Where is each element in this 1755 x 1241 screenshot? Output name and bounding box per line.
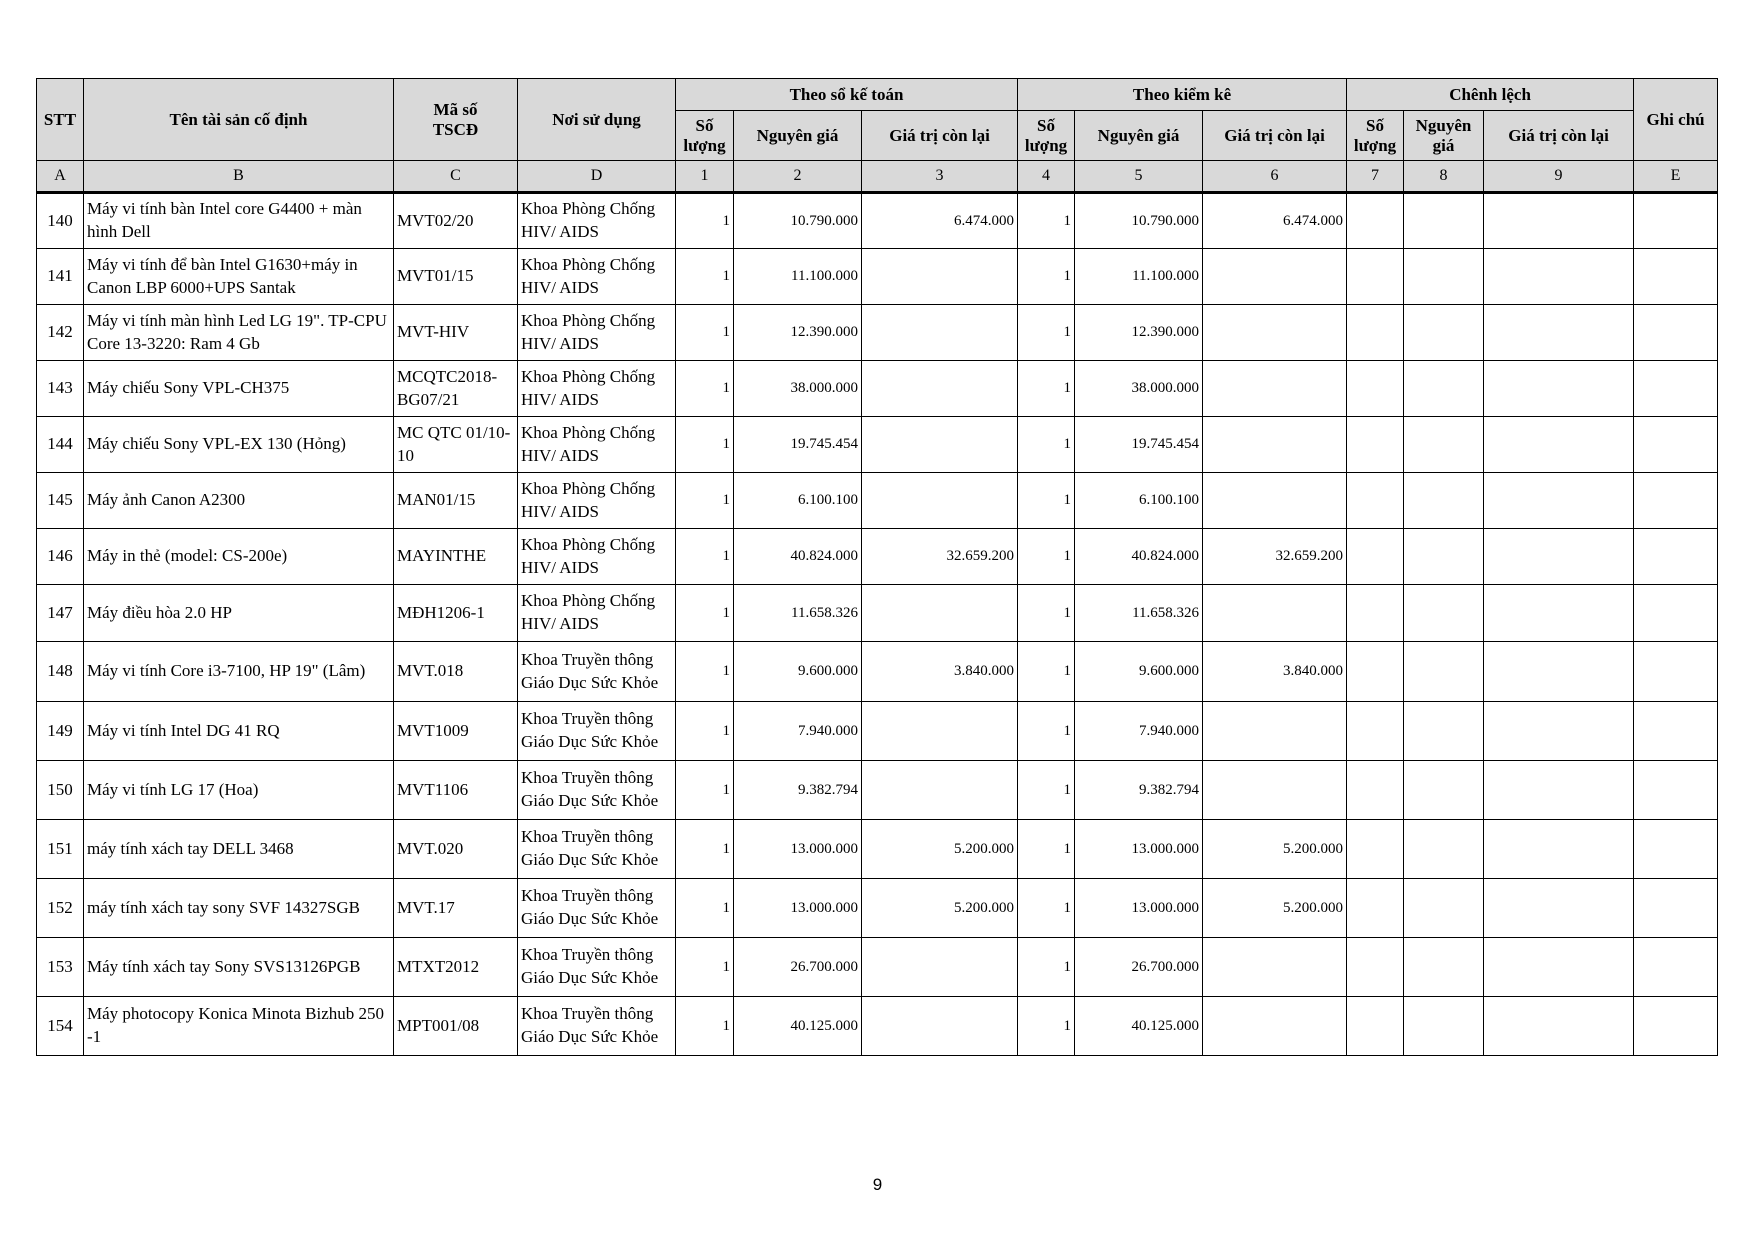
notes-cell xyxy=(1634,249,1718,305)
table-row xyxy=(37,879,1718,938)
accounting-original-cost-cell: 7.940.000 xyxy=(734,702,862,761)
accounting-quantity-cell: 1 xyxy=(676,642,734,702)
inventory-original-cost-cell: 19.745.454 xyxy=(1075,417,1203,473)
inventory-residual-value-cell: 3.840.000 xyxy=(1203,642,1347,702)
difference-original-cost-cell xyxy=(1404,761,1484,820)
accounting-residual-value-cell: 32.659.200 xyxy=(862,529,1018,585)
place-of-use-cell: Khoa Phòng Chống HIV/ AIDS xyxy=(518,305,676,361)
table-row xyxy=(37,417,1718,473)
inventory-original-cost-cell: 13.000.000 xyxy=(1075,879,1203,938)
difference-original-cost-cell xyxy=(1404,585,1484,642)
row-number-cell: 150 xyxy=(37,761,84,820)
difference-residual-value-cell xyxy=(1484,305,1634,361)
difference-residual-value-cell xyxy=(1484,702,1634,761)
accounting-residual-value-cell: 5.200.000 xyxy=(862,879,1018,938)
inventory-original-cost-cell: 26.700.000 xyxy=(1075,938,1203,997)
row-number-cell: 143 xyxy=(37,361,84,417)
inventory-residual-value-cell xyxy=(1203,361,1347,417)
accounting-residual-value-cell: 6.474.000 xyxy=(862,193,1018,249)
place-of-use-cell: Khoa Phòng Chống HIV/ AIDS xyxy=(518,361,676,417)
table-header xyxy=(37,79,1718,193)
accounting-residual-value-cell xyxy=(862,417,1018,473)
place-of-use-cell: Khoa Truyền thông Giáo Dục Sức Khỏe xyxy=(518,997,676,1056)
inventory-quantity-cell: 1 xyxy=(1018,193,1075,249)
accounting-quantity-cell: 1 xyxy=(676,761,734,820)
table-row xyxy=(37,249,1718,305)
inventory-quantity-cell: 1 xyxy=(1018,997,1075,1056)
table-row xyxy=(37,997,1718,1056)
inventory-residual-value-cell xyxy=(1203,938,1347,997)
column-letter: A xyxy=(37,161,84,193)
place-of-use-cell: Khoa Phòng Chống HIV/ AIDS xyxy=(518,249,676,305)
difference-original-cost-cell xyxy=(1404,361,1484,417)
difference-quantity-cell xyxy=(1347,702,1404,761)
asset-code-cell: MCQTC2018-BG07/21 xyxy=(394,361,518,417)
accounting-residual-value-cell xyxy=(862,361,1018,417)
accounting-residual-value-cell xyxy=(862,249,1018,305)
inventory-quantity-cell: 1 xyxy=(1018,879,1075,938)
accounting-quantity-cell: 1 xyxy=(676,193,734,249)
accounting-quantity-cell: 1 xyxy=(676,529,734,585)
asset-code-cell: MVT1009 xyxy=(394,702,518,761)
col-header-quantity: Số lượng xyxy=(676,111,734,161)
asset-code-cell: MTXT2012 xyxy=(394,938,518,997)
asset-name-cell: Máy vi tính Intel DG 41 RQ xyxy=(84,702,394,761)
table-row xyxy=(37,529,1718,585)
table-row xyxy=(37,938,1718,997)
column-letter: E xyxy=(1634,161,1718,193)
difference-quantity-cell xyxy=(1347,529,1404,585)
difference-residual-value-cell xyxy=(1484,529,1634,585)
difference-quantity-cell xyxy=(1347,820,1404,879)
asset-code-cell: MVT-HIV xyxy=(394,305,518,361)
accounting-quantity-cell: 1 xyxy=(676,249,734,305)
col-header-residual-value: Giá trị còn lại xyxy=(862,111,1018,161)
accounting-quantity-cell: 1 xyxy=(676,879,734,938)
asset-name-cell: Máy chiếu Sony VPL-EX 130 (Hỏng) xyxy=(84,417,394,473)
col-header-original-cost: Nguyên giá xyxy=(1075,111,1203,161)
inventory-quantity-cell: 1 xyxy=(1018,473,1075,529)
asset-code-cell: MVT1106 xyxy=(394,761,518,820)
notes-cell xyxy=(1634,761,1718,820)
col-header-original-cost: Nguyên giá xyxy=(1404,111,1484,161)
row-number-cell: 142 xyxy=(37,305,84,361)
notes-cell xyxy=(1634,529,1718,585)
accounting-residual-value-cell: 3.840.000 xyxy=(862,642,1018,702)
page-number: 9 xyxy=(872,1175,883,1194)
inventory-quantity-cell: 1 xyxy=(1018,702,1075,761)
asset-code-cell: MVT.17 xyxy=(394,879,518,938)
asset-name-cell: Máy tính xách tay Sony SVS13126PGB xyxy=(84,938,394,997)
inventory-residual-value-cell: 5.200.000 xyxy=(1203,879,1347,938)
accounting-original-cost-cell: 9.600.000 xyxy=(734,642,862,702)
accounting-original-cost-cell: 10.790.000 xyxy=(734,193,862,249)
inventory-quantity-cell: 1 xyxy=(1018,417,1075,473)
inventory-residual-value-cell xyxy=(1203,305,1347,361)
inventory-quantity-cell: 1 xyxy=(1018,642,1075,702)
column-letter: 3 xyxy=(862,161,1018,193)
accounting-original-cost-cell: 26.700.000 xyxy=(734,938,862,997)
row-number-cell: 151 xyxy=(37,820,84,879)
table-row xyxy=(37,473,1718,529)
asset-code-cell: MVT.018 xyxy=(394,642,518,702)
table-row xyxy=(37,585,1718,642)
accounting-quantity-cell: 1 xyxy=(676,417,734,473)
difference-residual-value-cell xyxy=(1484,473,1634,529)
inventory-original-cost-cell: 11.658.326 xyxy=(1075,585,1203,642)
column-letter: 7 xyxy=(1347,161,1404,193)
notes-cell xyxy=(1634,702,1718,761)
asset-code-cell: MAYINTHE xyxy=(394,529,518,585)
place-of-use-cell: Khoa Truyền thông Giáo Dục Sức Khỏe xyxy=(518,761,676,820)
column-letter: 9 xyxy=(1484,161,1634,193)
col-header-notes: Ghi chú xyxy=(1634,79,1718,161)
inventory-original-cost-cell: 40.824.000 xyxy=(1075,529,1203,585)
notes-cell xyxy=(1634,997,1718,1056)
asset-code-cell: MPT001/08 xyxy=(394,997,518,1056)
difference-quantity-cell xyxy=(1347,761,1404,820)
difference-quantity-cell xyxy=(1347,642,1404,702)
row-number-cell: 141 xyxy=(37,249,84,305)
accounting-quantity-cell: 1 xyxy=(676,585,734,642)
asset-name-cell: Máy vi tính màn hình Led LG 19". TP-CPU Core 13-3220: Ram 4 Gb xyxy=(84,305,394,361)
col-header-residual-value: Giá trị còn lại xyxy=(1203,111,1347,161)
inventory-original-cost-cell: 9.600.000 xyxy=(1075,642,1203,702)
difference-residual-value-cell xyxy=(1484,249,1634,305)
difference-original-cost-cell xyxy=(1404,997,1484,1056)
inventory-residual-value-cell: 5.200.000 xyxy=(1203,820,1347,879)
difference-original-cost-cell xyxy=(1404,879,1484,938)
col-header-asset-name: Tên tài sản cố định xyxy=(84,79,394,161)
col-header-quantity: Số lượng xyxy=(1347,111,1404,161)
inventory-residual-value-cell xyxy=(1203,702,1347,761)
difference-original-cost-cell xyxy=(1404,642,1484,702)
row-number-cell: 147 xyxy=(37,585,84,642)
difference-quantity-cell xyxy=(1347,879,1404,938)
accounting-residual-value-cell xyxy=(862,305,1018,361)
place-of-use-cell: Khoa Phòng Chống HIV/ AIDS xyxy=(518,529,676,585)
column-letter: 1 xyxy=(676,161,734,193)
inventory-residual-value-cell xyxy=(1203,585,1347,642)
asset-code-cell: MĐH1206-1 xyxy=(394,585,518,642)
notes-cell xyxy=(1634,473,1718,529)
difference-original-cost-cell xyxy=(1404,305,1484,361)
difference-quantity-cell xyxy=(1347,938,1404,997)
inventory-quantity-cell: 1 xyxy=(1018,361,1075,417)
accounting-original-cost-cell: 40.824.000 xyxy=(734,529,862,585)
place-of-use-cell: Khoa Truyền thông Giáo Dục Sức Khỏe xyxy=(518,938,676,997)
accounting-original-cost-cell: 6.100.100 xyxy=(734,473,862,529)
column-letters-row xyxy=(37,161,1718,193)
table-row xyxy=(37,642,1718,702)
asset-name-cell: Máy ảnh Canon A2300 xyxy=(84,473,394,529)
column-letter: 2 xyxy=(734,161,862,193)
asset-name-cell: Máy in thẻ (model: CS-200e) xyxy=(84,529,394,585)
difference-quantity-cell xyxy=(1347,585,1404,642)
column-letter: 5 xyxy=(1075,161,1203,193)
place-of-use-cell: Khoa Phòng Chống HIV/ AIDS xyxy=(518,193,676,249)
difference-residual-value-cell xyxy=(1484,642,1634,702)
asset-code-cell: MAN01/15 xyxy=(394,473,518,529)
difference-original-cost-cell xyxy=(1404,820,1484,879)
accounting-original-cost-cell: 13.000.000 xyxy=(734,820,862,879)
accounting-original-cost-cell: 11.658.326 xyxy=(734,585,862,642)
col-header-original-cost: Nguyên giá xyxy=(734,111,862,161)
notes-cell xyxy=(1634,938,1718,997)
col-header-asset-code: Mã số TSCĐ xyxy=(394,79,518,161)
col-header-stt: STT xyxy=(37,79,84,161)
place-of-use-cell: Khoa Truyền thông Giáo Dục Sức Khỏe xyxy=(518,702,676,761)
row-number-cell: 144 xyxy=(37,417,84,473)
asset-name-cell: Máy chiếu Sony VPL-CH375 xyxy=(84,361,394,417)
table-row xyxy=(37,361,1718,417)
difference-residual-value-cell xyxy=(1484,585,1634,642)
accounting-original-cost-cell: 38.000.000 xyxy=(734,361,862,417)
difference-residual-value-cell xyxy=(1484,417,1634,473)
asset-name-cell: Máy vi tính bàn Intel core G4400 + màn hình Dell xyxy=(84,193,394,249)
difference-original-cost-cell xyxy=(1404,249,1484,305)
accounting-residual-value-cell: 5.200.000 xyxy=(862,820,1018,879)
difference-original-cost-cell xyxy=(1404,473,1484,529)
table-row xyxy=(37,193,1718,249)
inventory-residual-value-cell: 32.659.200 xyxy=(1203,529,1347,585)
accounting-residual-value-cell xyxy=(862,938,1018,997)
inventory-original-cost-cell: 9.382.794 xyxy=(1075,761,1203,820)
difference-residual-value-cell xyxy=(1484,820,1634,879)
asset-name-cell: Máy vi tính để bàn Intel G1630+máy in Canon LBP 6000+UPS Santak xyxy=(84,249,394,305)
column-letter: C xyxy=(394,161,518,193)
difference-quantity-cell xyxy=(1347,361,1404,417)
row-number-cell: 154 xyxy=(37,997,84,1056)
col-header-residual-value: Giá trị còn lại xyxy=(1484,111,1634,161)
column-letter: B xyxy=(84,161,394,193)
asset-code-cell: MVT.020 xyxy=(394,820,518,879)
difference-residual-value-cell xyxy=(1484,938,1634,997)
table-body xyxy=(37,193,1718,1056)
row-number-cell: 140 xyxy=(37,193,84,249)
place-of-use-cell: Khoa Truyền thông Giáo Dục Sức Khỏe xyxy=(518,642,676,702)
place-of-use-cell: Khoa Truyền thông Giáo Dục Sức Khỏe xyxy=(518,820,676,879)
difference-residual-value-cell xyxy=(1484,193,1634,249)
col-header-quantity: Số lượng xyxy=(1018,111,1075,161)
accounting-quantity-cell: 1 xyxy=(676,305,734,361)
accounting-original-cost-cell: 9.382.794 xyxy=(734,761,862,820)
asset-name-cell: Máy vi tính Core i3-7100, HP 19" (Lâm) xyxy=(84,642,394,702)
inventory-quantity-cell: 1 xyxy=(1018,305,1075,361)
inventory-original-cost-cell: 11.100.000 xyxy=(1075,249,1203,305)
difference-original-cost-cell xyxy=(1404,938,1484,997)
asset-name-cell: máy tính xách tay DELL 3468 xyxy=(84,820,394,879)
difference-quantity-cell xyxy=(1347,193,1404,249)
inventory-quantity-cell: 1 xyxy=(1018,820,1075,879)
row-number-cell: 145 xyxy=(37,473,84,529)
asset-inventory-table xyxy=(36,78,1718,1056)
row-number-cell: 153 xyxy=(37,938,84,997)
accounting-quantity-cell: 1 xyxy=(676,938,734,997)
col-header-place-of-use: Nơi sử dụng xyxy=(518,79,676,161)
table-row xyxy=(37,702,1718,761)
accounting-original-cost-cell: 11.100.000 xyxy=(734,249,862,305)
inventory-quantity-cell: 1 xyxy=(1018,585,1075,642)
inventory-original-cost-cell: 13.000.000 xyxy=(1075,820,1203,879)
asset-name-cell: Máy vi tính LG 17 (Hoa) xyxy=(84,761,394,820)
notes-cell xyxy=(1634,361,1718,417)
accounting-original-cost-cell: 19.745.454 xyxy=(734,417,862,473)
inventory-quantity-cell: 1 xyxy=(1018,938,1075,997)
table-row xyxy=(37,761,1718,820)
place-of-use-cell: Khoa Truyền thông Giáo Dục Sức Khỏe xyxy=(518,879,676,938)
row-number-cell: 146 xyxy=(37,529,84,585)
accounting-original-cost-cell: 12.390.000 xyxy=(734,305,862,361)
notes-cell xyxy=(1634,193,1718,249)
inventory-original-cost-cell: 7.940.000 xyxy=(1075,702,1203,761)
inventory-residual-value-cell: 6.474.000 xyxy=(1203,193,1347,249)
inventory-quantity-cell: 1 xyxy=(1018,249,1075,305)
inventory-residual-value-cell xyxy=(1203,249,1347,305)
difference-residual-value-cell xyxy=(1484,761,1634,820)
inventory-quantity-cell: 1 xyxy=(1018,529,1075,585)
asset-code-cell: MVT01/15 xyxy=(394,249,518,305)
notes-cell xyxy=(1634,305,1718,361)
group-header-accounting: Theo sổ kế toán xyxy=(676,79,1018,111)
accounting-quantity-cell: 1 xyxy=(676,997,734,1056)
asset-name-cell: máy tính xách tay sony SVF 14327SGB xyxy=(84,879,394,938)
difference-quantity-cell xyxy=(1347,249,1404,305)
accounting-residual-value-cell xyxy=(862,997,1018,1056)
inventory-original-cost-cell: 40.125.000 xyxy=(1075,997,1203,1056)
notes-cell xyxy=(1634,417,1718,473)
inventory-original-cost-cell: 10.790.000 xyxy=(1075,193,1203,249)
difference-residual-value-cell xyxy=(1484,997,1634,1056)
table-row xyxy=(37,305,1718,361)
inventory-residual-value-cell xyxy=(1203,417,1347,473)
accounting-quantity-cell: 1 xyxy=(676,361,734,417)
difference-original-cost-cell xyxy=(1404,529,1484,585)
difference-quantity-cell xyxy=(1347,417,1404,473)
column-letter: 6 xyxy=(1203,161,1347,193)
table-row xyxy=(37,820,1718,879)
notes-cell xyxy=(1634,820,1718,879)
column-letter: D xyxy=(518,161,676,193)
inventory-original-cost-cell: 6.100.100 xyxy=(1075,473,1203,529)
place-of-use-cell: Khoa Phòng Chống HIV/ AIDS xyxy=(518,417,676,473)
difference-quantity-cell xyxy=(1347,997,1404,1056)
accounting-residual-value-cell xyxy=(862,585,1018,642)
group-header-difference: Chênh lệch xyxy=(1347,79,1634,111)
difference-residual-value-cell xyxy=(1484,879,1634,938)
row-number-cell: 148 xyxy=(37,642,84,702)
accounting-quantity-cell: 1 xyxy=(676,473,734,529)
accounting-residual-value-cell xyxy=(862,473,1018,529)
place-of-use-cell: Khoa Phòng Chống HIV/ AIDS xyxy=(518,585,676,642)
place-of-use-cell: Khoa Phòng Chống HIV/ AIDS xyxy=(518,473,676,529)
inventory-residual-value-cell xyxy=(1203,997,1347,1056)
notes-cell xyxy=(1634,879,1718,938)
difference-original-cost-cell xyxy=(1404,193,1484,249)
inventory-original-cost-cell: 12.390.000 xyxy=(1075,305,1203,361)
accounting-original-cost-cell: 40.125.000 xyxy=(734,997,862,1056)
difference-residual-value-cell xyxy=(1484,361,1634,417)
accounting-original-cost-cell: 13.000.000 xyxy=(734,879,862,938)
notes-cell xyxy=(1634,642,1718,702)
accounting-quantity-cell: 1 xyxy=(676,702,734,761)
row-number-cell: 149 xyxy=(37,702,84,761)
inventory-original-cost-cell: 38.000.000 xyxy=(1075,361,1203,417)
difference-quantity-cell xyxy=(1347,305,1404,361)
group-header-inventory: Theo kiểm kê xyxy=(1018,79,1347,111)
difference-quantity-cell xyxy=(1347,473,1404,529)
asset-name-cell: Máy photocopy Konica Minota Bizhub 250 -1 xyxy=(84,997,394,1056)
asset-code-cell: MVT02/20 xyxy=(394,193,518,249)
difference-original-cost-cell xyxy=(1404,702,1484,761)
column-letter: 8 xyxy=(1404,161,1484,193)
accounting-residual-value-cell xyxy=(862,702,1018,761)
accounting-quantity-cell: 1 xyxy=(676,820,734,879)
accounting-residual-value-cell xyxy=(862,761,1018,820)
inventory-quantity-cell: 1 xyxy=(1018,761,1075,820)
notes-cell xyxy=(1634,585,1718,642)
inventory-residual-value-cell xyxy=(1203,761,1347,820)
difference-original-cost-cell xyxy=(1404,417,1484,473)
asset-code-cell: MC QTC 01/10-10 xyxy=(394,417,518,473)
asset-name-cell: Máy điều hòa 2.0 HP xyxy=(84,585,394,642)
inventory-residual-value-cell xyxy=(1203,473,1347,529)
column-letter: 4 xyxy=(1018,161,1075,193)
row-number-cell: 152 xyxy=(37,879,84,938)
